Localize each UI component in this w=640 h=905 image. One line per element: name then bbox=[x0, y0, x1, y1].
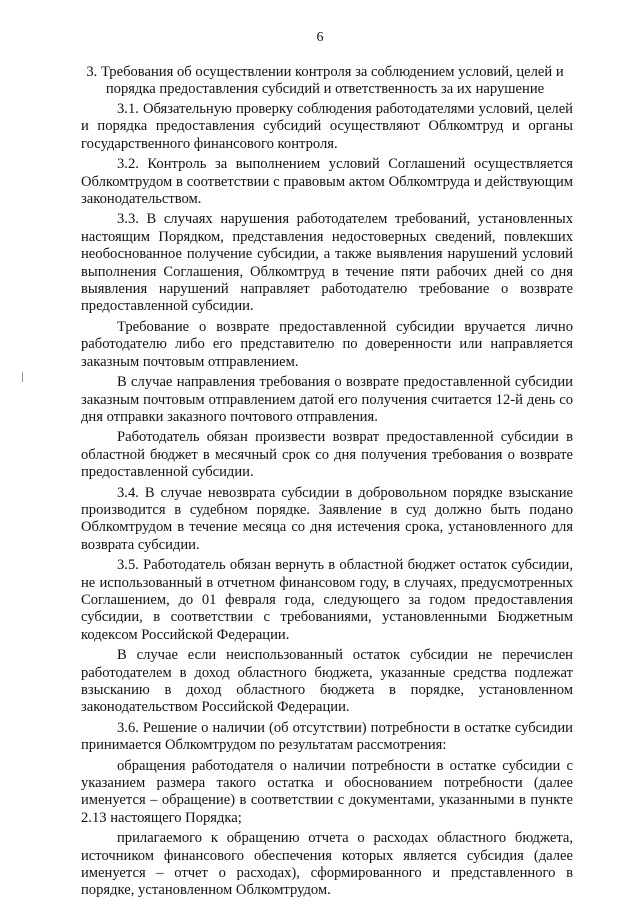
paragraph-3-3: 3.3. В случаях нарушения работодателем требований, установленных настоящим Порядком, представления недостоверных сведений, повлекших необоснованное получение субсидии, а также выявления нарушений условий выполнения Соглашения, Облкомтруд в течение пяти рабочих дней со дня выявления нарушений направляет работодателю требование о возврате предоставленной субсидии. bbox=[81, 211, 573, 315]
paragraph-3-5-unused: В случае если неиспользованный остаток субсидии не перечислен работодателем в доход областного бюджета, указанные средства подлежат взысканию в доход областного бюджета в порядке, установленном законодательством Российской Федерации. bbox=[81, 647, 573, 716]
paragraph-3-3-refund: Работодатель обязан произвести возврат предоставленной субсидии в областной бюджет в месячный срок со дня получения требования о возврате предоставленной субсидии. bbox=[81, 429, 573, 481]
paragraph-3-3-mail: В случае направления требования о возврате предоставленной субсидии заказным почтовым отправлением датой его получения считается 12-й день со дня отправки заказного почтового отправления. bbox=[81, 374, 573, 425]
document-body bbox=[81, 101, 573, 903]
paragraph-3-3-delivery: Требование о возврате предоставленной субсидии вручается лично работодателю либо его представителю по доверенности или направляется заказным почтовым отправлением. bbox=[81, 318, 573, 370]
paragraph-3-6-request: обращения работодателя о наличии потребности в остатке субсидии с указанием размера такого остатка и обоснованием потребности (далее именуется – обращение) в соответствии с документами, указанными в пункте 2.13 настоящего Порядка; bbox=[81, 757, 573, 826]
paragraph-3-6-report: прилагаемого к обращению отчета о расходах областного бюджета, источником финансового обеспечения которых является субсидия (далее именуется – отчет о расходах), сформированного и представленного в порядке, установленном Облкомтрудом. bbox=[81, 830, 573, 899]
section-title: 3. Требования об осуществлении контроля за соблюдением условий, целей и порядка предоставления субсидий и ответственность за их нарушение bbox=[86, 64, 564, 97]
page-number: 6 bbox=[316, 30, 324, 45]
paragraph-3-5: 3.5. Работодатель обязан вернуть в областной бюджет остаток субсидии, не использованный в отчетном финансовом году, в случаях, предусмотренных Соглашением, до 01 февраля года, следующего за годом предоставления субсидии, в соответствии с требованиями, установленными Бюджетным кодексом Российской Федерации. bbox=[81, 557, 573, 643]
paragraph-3-4: 3.4. В случае невозврата субсидии в добровольном порядке взыскание производится в судебном порядке. Заявление в суд должно быть подано Облкомтрудом в течение месяца со дня истечения срока, установленного для возврата субсидии. bbox=[81, 484, 573, 553]
paragraph-3-2: 3.2. Контроль за выполнением условий Соглашений осуществляется Облкомтрудом в соответствии с правовым актом Облкомтруда и действующим законодательством. bbox=[81, 156, 573, 208]
margin-mark bbox=[22, 372, 23, 382]
paragraph-3-1: 3.1. Обязательную проверку соблюдения работодателями условий, целей и порядка предоставления субсидий осуществляют Облкомтруд и органы государственного финансового контроля. bbox=[81, 101, 573, 152]
paragraph-3-6: 3.6. Решение о наличии (об отсутствии) потребности в остатке субсидии принимается Облкомтрудом по результатам рассмотрения: bbox=[81, 719, 573, 754]
